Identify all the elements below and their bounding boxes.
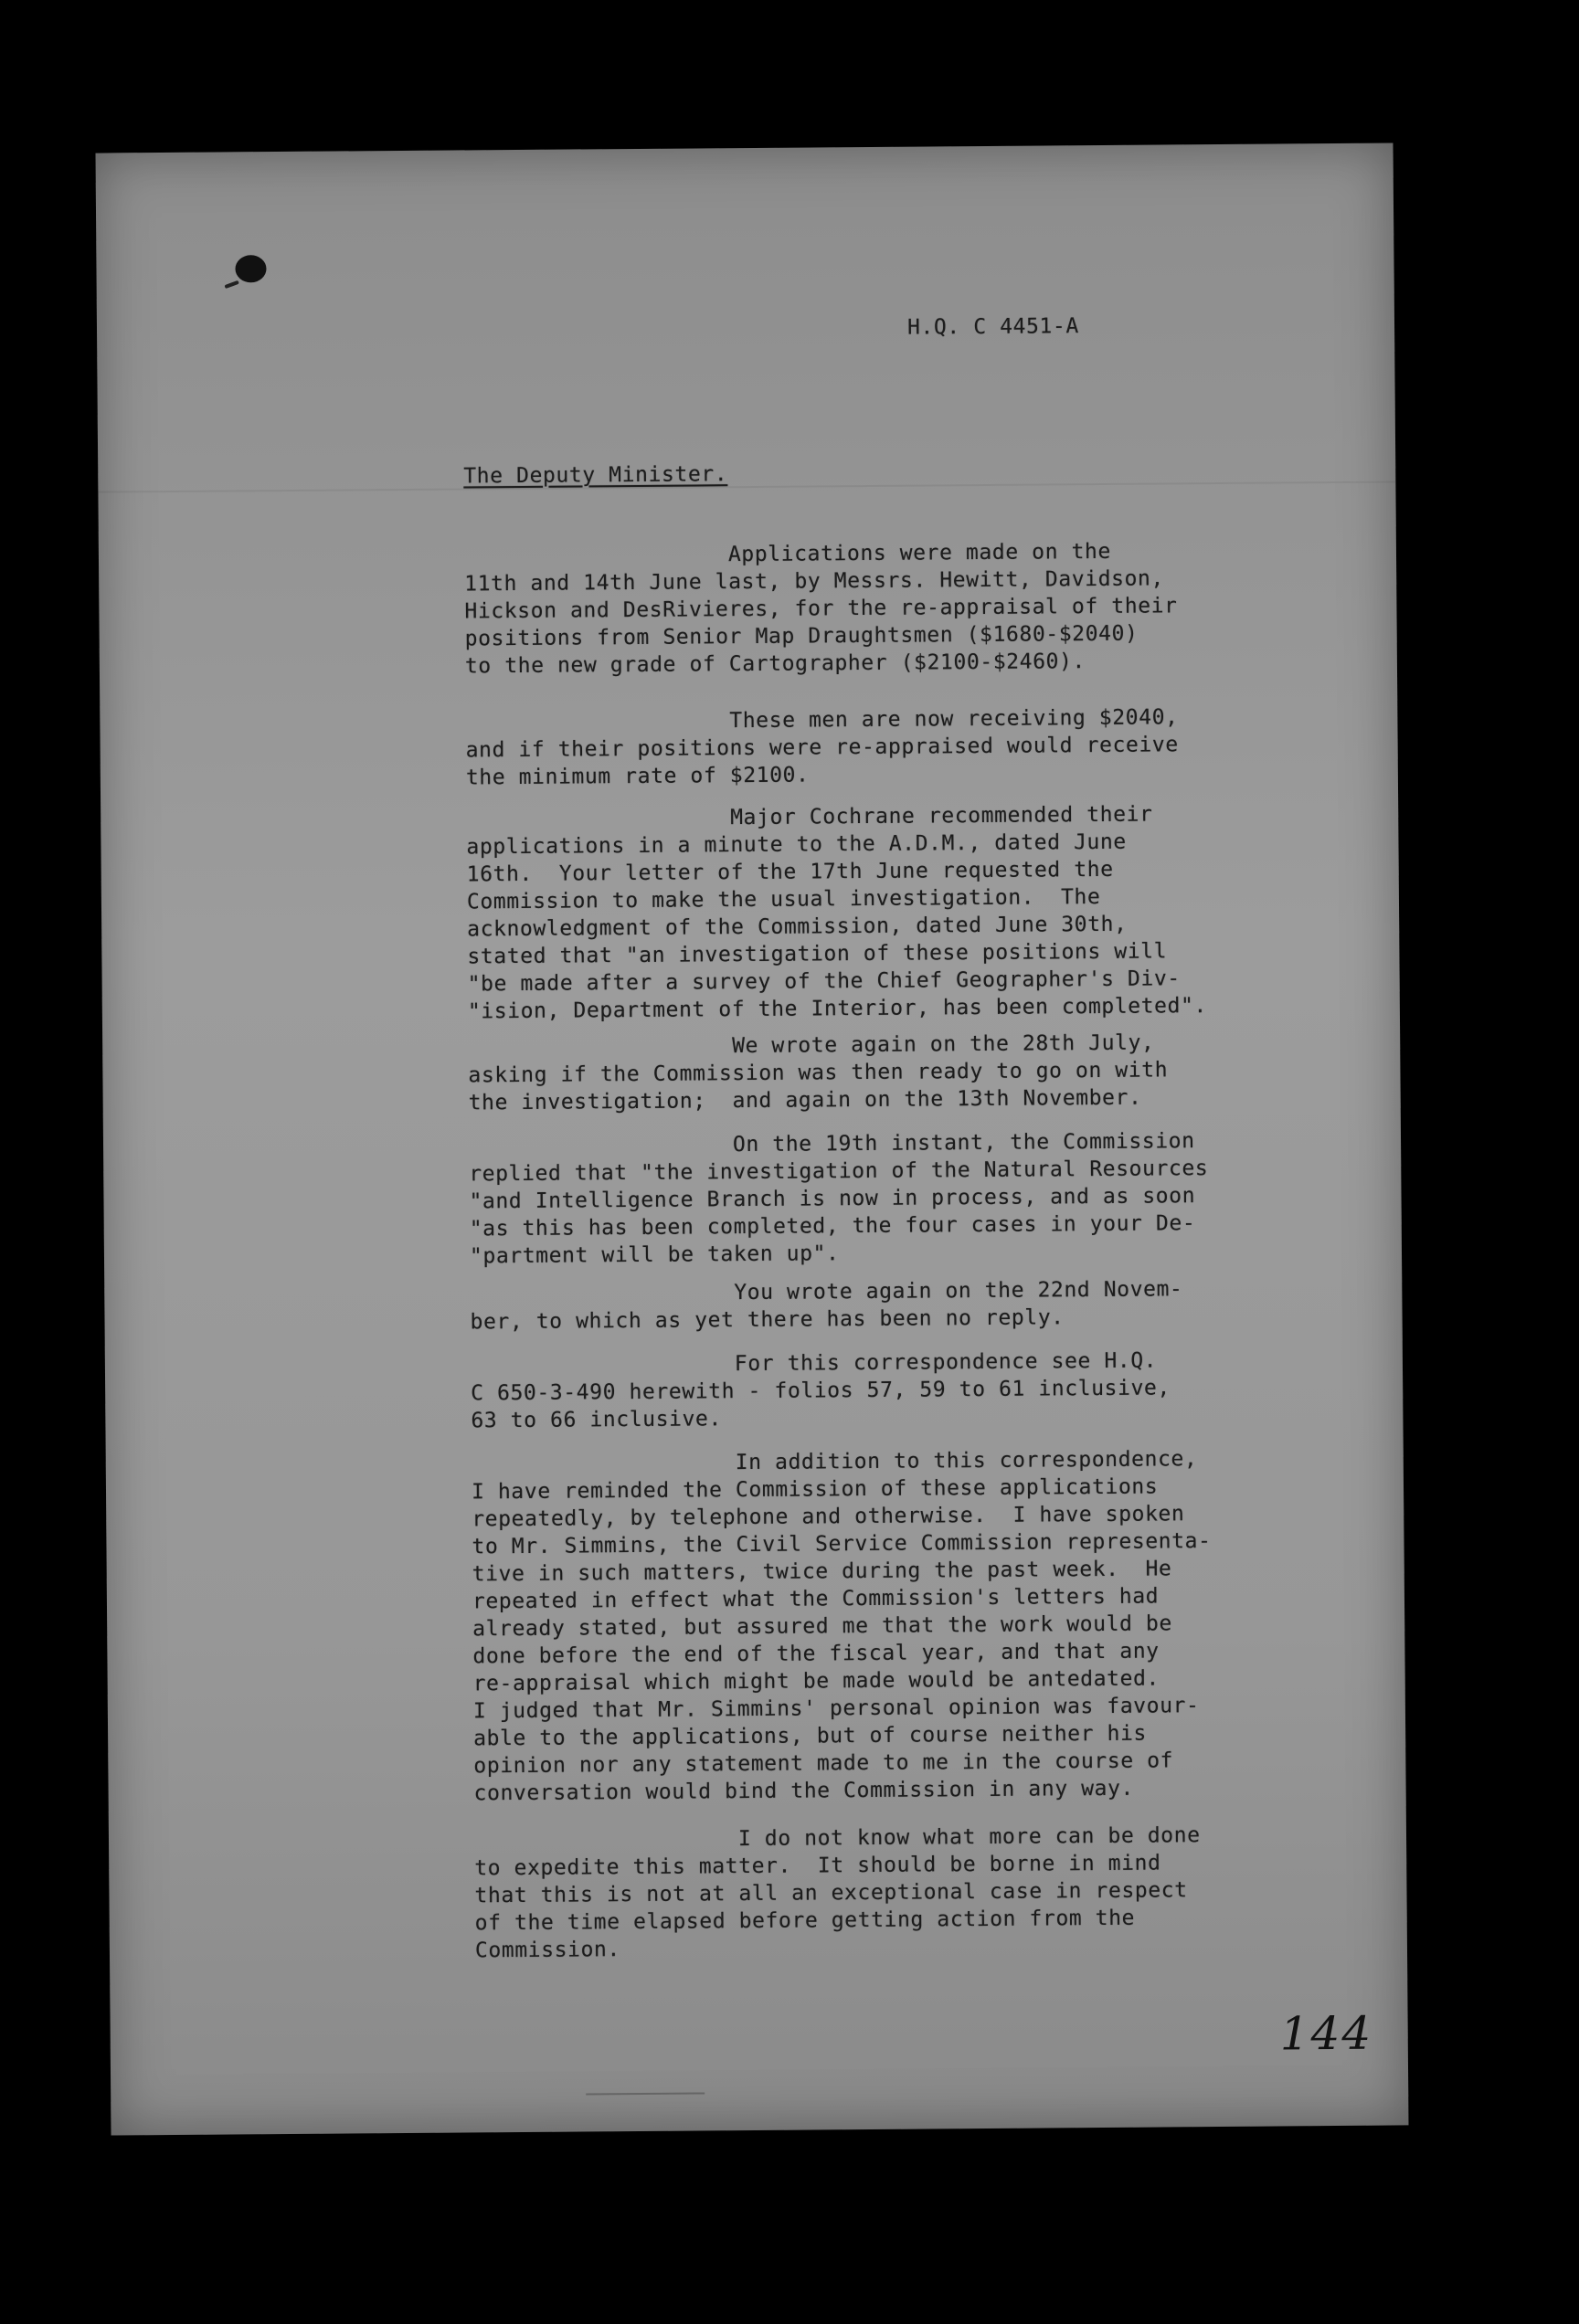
paragraph-correspondence-ref: For this correspondence see H.Q. C 650-3-490 herewith - folios 57, 59 to 61 inclusive, 63 to 66 inclusive. bbox=[470, 1348, 1171, 1433]
handwritten-page-number: 144 bbox=[1279, 2006, 1373, 2061]
paragraph-recommendation: Major Cochrane recommended their applications in a minute to the A.D.M., dated June 16th. Your letter of the 17th June requested the Commission to make the usual investigation. The acknowledgment of the Commission, dated June 30th, stated that "an investigation of these positions will "be made after a survey of the Chief Geographer's Div- "ision, Department of the Interior, has been completed". bbox=[466, 802, 1208, 1024]
paragraph-no-reply: You wrote again on the 22nd Novem- ber, to which as yet there has been no reply. bbox=[470, 1277, 1183, 1335]
divider-line bbox=[586, 2092, 705, 2095]
paragraph-follow-up: We wrote again on the 28th July, asking if the Commission was then ready to go on with the investigation; and again on the 13th November. bbox=[468, 1030, 1169, 1115]
paragraph-conclusion: I do not know what more can be done to expedite this matter. It should be borne in mind that this is not at all an exceptional case in respect of the time elapsed before getting action from the Commission. bbox=[473, 1823, 1201, 1963]
paragraph-commission-reply: On the 19th instant, the Commission replied that "the investigation of the Natural Resources "and Intelligence Branch is now in process, and as soon "as this has been completed, the four cases in your De- "partment will be taken up". bbox=[468, 1129, 1209, 1269]
addressee-heading: The Deputy Minister. bbox=[463, 462, 728, 489]
document-page bbox=[96, 143, 1409, 2135]
paragraph-reminders: In addition to this correspondence, I have reminded the Commission of these applications repeatedly, by telephone and otherwise. I have spoken to Mr. Simmins, the Civil Service Commission representa- tive in such matters, twice during the past week. He repeated in effect what the Commission's letters had already stated, but assured me that the work would be done before the end of the fiscal year, and that any re-appraisal which might be made would be antedated. I judged that Mr. Simmins' personal opinion was favour- able to the applications, but of course neither his opinion nor any statement made to me in the course of conversation would bind the Commission in any way. bbox=[471, 1447, 1212, 1806]
file-reference: H.Q. C 4451-A bbox=[906, 314, 1079, 340]
paragraph-salary: These men are now receiving $2040, and if their positions were re-appraised would receive the minimum rate of $2100. bbox=[465, 705, 1179, 790]
ink-blot-mark bbox=[235, 255, 266, 282]
paragraph-applications: Applications were made on the 11th and 14th June last, by Messrs. Hewitt, Davidson, Hickson and DesRivieres, for the re-appraisal of their positions from Senior Map Draughtsmen ($1680-$2040) to the new grade of Cartographer ($2100-$2460). bbox=[463, 539, 1178, 679]
